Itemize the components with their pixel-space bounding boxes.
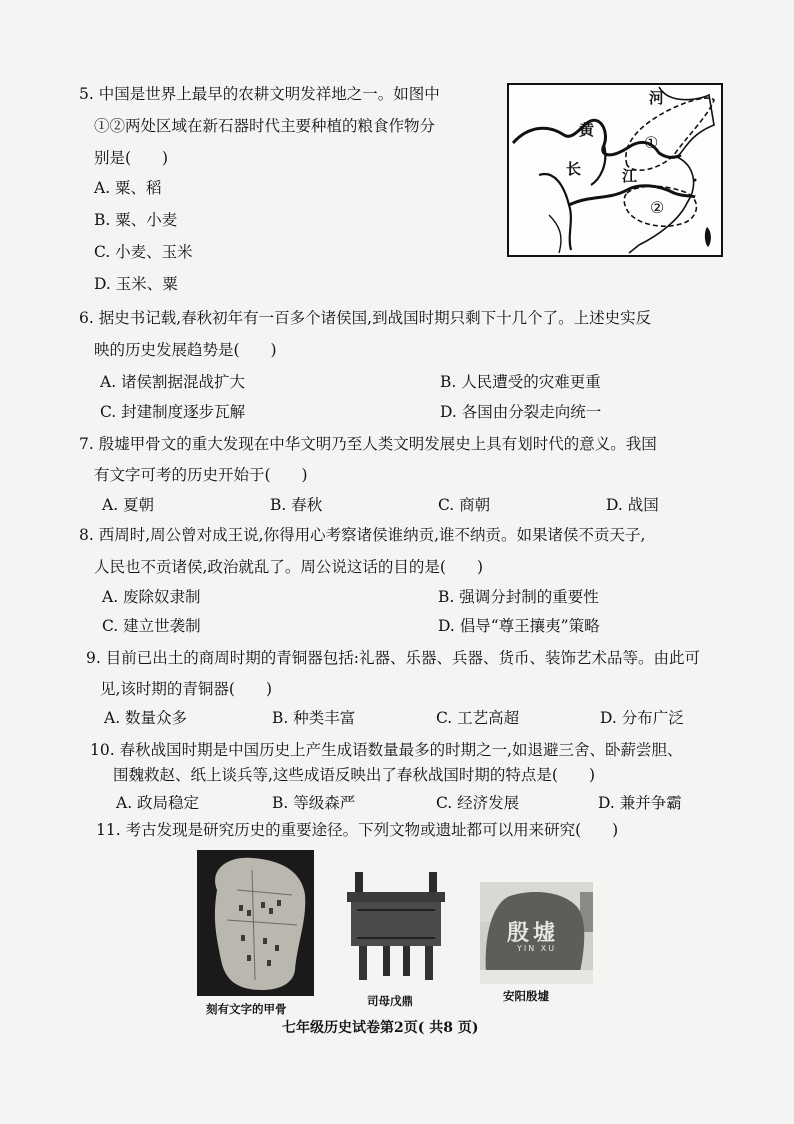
q6-option-c: C. 封建制度逐步瓦解 — [100, 403, 246, 421]
caption-oracle-bone: 刻有文字的甲骨 — [206, 1002, 287, 1016]
q6-stem-line2: 映的历史发展趋势是( ) — [94, 341, 277, 359]
q10-option-a: A. 政局稳定 — [116, 794, 200, 812]
q9-option-c: C. 工艺高超 — [436, 709, 520, 727]
q8-stem-line1: 8. 西周时,周公曾对成王说,你得用心考察诸侯谁纳贡,谁不纳贡。如果诸侯不贡天子, — [79, 526, 646, 544]
q11-stem-line1: 11. 考古发现是研究历史的重要途径。下列文物或遗址都可以用来研究( ) — [96, 821, 619, 839]
map-label-jiang: 江 — [622, 167, 638, 185]
q7-stem-line2: 有文字可考的历史开始于( ) — [94, 466, 308, 484]
q5-option-c: C. 小麦、玉米 — [94, 243, 193, 261]
stone-inscription: 殷墟 — [507, 920, 560, 946]
q10-stem-line1: 10. 春秋战国时期是中国历史上产生成语数量最多的时期之一,如退避三舍、卧薪尝胆、 — [90, 741, 683, 759]
caption-anyang-yinxu: 安阳殷墟 — [503, 989, 549, 1003]
q7-option-d: D. 战国 — [606, 496, 659, 514]
q10-option-c: C. 经济发展 — [436, 794, 520, 812]
q10-stem-line2: 围魏救赵、纸上谈兵等,这些成语反映出了春秋战国时期的特点是( ) — [113, 766, 596, 784]
q8-option-a: A. 废除奴隶制 — [102, 588, 201, 606]
q5-stem-line3: 别是( ) — [94, 149, 169, 167]
q7-stem-line1: 7. 殷墟甲骨文的重大发现在中华文明乃至人类文明发展史上具有划时代的意义。我国 — [79, 435, 657, 453]
q5-stem-line2: ①②两处区域在新石器时代主要种植的粮食作物分 — [94, 117, 436, 135]
q6-option-b: B. 人民遭受的灾难更重 — [440, 373, 601, 391]
q5-stem-line1: 5. 中国是世界上最早的农耕文明发祥地之一。如图中 — [79, 85, 440, 103]
q10-option-d: D. 兼并争霸 — [598, 794, 682, 812]
q6-option-d: D. 各国由分裂走向统一 — [440, 403, 602, 421]
map-label-huang: 黄 — [579, 121, 595, 139]
q7-option-a: A. 夏朝 — [102, 496, 155, 514]
q8-option-b: B. 强调分封制的重要性 — [438, 588, 599, 606]
q8-stem-line2: 人民也不贡诸侯,政治就乱了。周公说这话的目的是( ) — [94, 558, 484, 576]
q8-option-d: D. 倡导“尊王攘夷”策略 — [438, 617, 600, 635]
q8-option-c: C. 建立世袭制 — [102, 617, 201, 635]
q9-option-b: B. 种类丰富 — [272, 709, 356, 727]
q10-option-b: B. 等级森严 — [272, 794, 356, 812]
q6-stem-line1: 6. 据史书记载,春秋初年有一百多个诸侯国,到战国时期只剩下十几个了。上述史实反 — [79, 309, 652, 327]
q6-option-a: A. 诸侯割据混战扩大 — [100, 373, 246, 391]
q7-option-c: C. 商朝 — [438, 496, 491, 514]
anyang-yinxu-photo — [480, 882, 593, 984]
page-footer: 七年级历史试卷第2页( 共8 页) — [282, 1020, 479, 1036]
q9-stem-line2: 见,该时期的青铜器( ) — [100, 680, 273, 698]
caption-simuwu-ding: 司母戊鼎 — [367, 994, 413, 1008]
map-label-he: 河 — [649, 89, 665, 107]
china-rivers-map — [507, 83, 723, 257]
simuwu-ding-photo — [341, 866, 451, 984]
map-region-1-label: ① — [644, 133, 659, 152]
q5-option-b: B. 粟、小麦 — [94, 211, 178, 229]
stone-pinyin: YIN XU — [517, 944, 557, 953]
q7-option-b: B. 春秋 — [270, 496, 323, 514]
q5-option-d: D. 玉米、粟 — [94, 275, 178, 293]
q5-option-a: A. 粟、稻 — [94, 179, 162, 197]
q9-option-d: D. 分布广泛 — [600, 709, 684, 727]
q9-stem-line1: 9. 目前已出土的商周时期的青铜器包括:礼器、乐器、兵器、货币、装饰艺术品等。由此可 — [86, 649, 700, 667]
map-label-chang: 长 — [566, 160, 582, 178]
map-region-2-label: ② — [650, 198, 665, 217]
oracle-bone-photo — [197, 850, 314, 996]
q9-option-a: A. 数量众多 — [104, 709, 188, 727]
